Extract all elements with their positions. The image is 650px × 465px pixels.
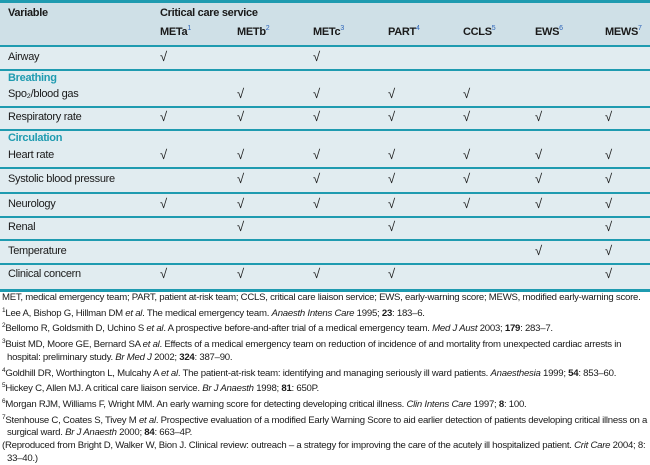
- footnote-text: Clin Intens Care: [406, 398, 472, 410]
- row-label: Temperature: [8, 244, 67, 257]
- check-mark: √: [313, 171, 321, 186]
- footnote-text: 324: [179, 351, 195, 363]
- column-header-metb: [237, 25, 269, 38]
- check-mark: √: [313, 48, 321, 64]
- check-mark: √: [160, 48, 168, 64]
- footnote: [2, 336, 650, 364]
- column-label: PART: [388, 26, 416, 38]
- footnote-text: Stenhouse C, Coates S, Tivey M: [5, 414, 139, 426]
- check-mark: √: [605, 147, 613, 162]
- table-header: [0, 3, 650, 47]
- footnote-text: et al: [142, 339, 160, 351]
- column-header-part: [388, 25, 420, 38]
- footnote-text: : 663–4P.: [154, 427, 193, 439]
- footnote-text: . A prospective before-and-after trial of a medical emergency team.: [163, 323, 433, 335]
- check-mark: √: [388, 266, 396, 281]
- check-mark: √: [605, 109, 613, 124]
- footnote-text: Goldhill DR, Worthington L, Mulcahy A: [5, 367, 162, 379]
- footnote-text: : 853–60.: [578, 367, 617, 379]
- footnote-text: 2004; 8: 33–40.): [7, 440, 646, 464]
- column-ref: 2: [265, 25, 270, 32]
- check-mark: √: [237, 109, 245, 124]
- column-label: CCLS: [463, 26, 492, 38]
- footnote: [2, 305, 650, 321]
- footnote-text: : 183–6.: [392, 307, 425, 319]
- column-ref: 3: [340, 25, 344, 32]
- check-mark: √: [237, 195, 245, 211]
- check-mark: √: [605, 219, 613, 234]
- footnote: [2, 365, 650, 381]
- row-label: Clinical concern: [8, 268, 81, 280]
- check-mark: √: [463, 109, 471, 124]
- check-mark: √: [388, 147, 396, 162]
- footnote-text: Med J Aust: [432, 323, 478, 335]
- footnote-text: 179: [504, 323, 521, 335]
- footnote: [2, 412, 650, 440]
- row-label: Heart rate: [8, 149, 54, 161]
- footnote-text: (Reproduced from Bright D, Walker W, Bion J. Clinical review: outreach – a strategy for improving the care of the acutely ill hospitalized patient.: [2, 440, 575, 452]
- check-mark: √: [535, 242, 543, 258]
- group-header: Critical care service: [160, 7, 258, 19]
- column-ref: 6: [559, 25, 563, 32]
- table-row: [0, 216, 650, 241]
- row-label: Neurology: [8, 197, 56, 210]
- footnote-text: 2000;: [116, 427, 145, 439]
- footnote: [2, 440, 650, 465]
- row-label: Respiratory rate: [8, 111, 82, 123]
- check-mark: √: [237, 219, 245, 234]
- footnote-text: 2003;: [477, 323, 505, 335]
- column-header-meta: [160, 25, 191, 38]
- variable-header: Variable: [8, 7, 48, 19]
- check-mark: √: [388, 195, 396, 211]
- footnote-text: 1999;: [540, 367, 569, 379]
- column-header-metc: [313, 25, 344, 38]
- footnote-text: Br Med J: [115, 351, 152, 363]
- footnote-text: Lee A, Bishop G, Hillman DM: [5, 307, 126, 319]
- footnote-text: Buist MD, Moore GE, Bernard SA: [5, 339, 143, 351]
- table-row: [0, 106, 650, 131]
- table-row: [0, 192, 650, 218]
- check-mark: √: [463, 195, 471, 211]
- footnote-text: : 387–90.: [194, 351, 233, 363]
- check-mark: √: [535, 109, 543, 124]
- footnote-text: 81: [281, 383, 292, 395]
- footnote-text: Hickey C, Allen MJ. A critical care liaison service.: [5, 383, 203, 395]
- footnote-text: 8: [498, 398, 504, 410]
- table-row: [0, 263, 650, 288]
- column-ref: 7: [638, 25, 642, 32]
- check-mark: √: [313, 195, 321, 211]
- check-mark: √: [535, 195, 543, 211]
- column-header-ccls: [463, 25, 495, 38]
- footnote-text: : 283–7.: [520, 323, 553, 335]
- footnote-text: Crit Care: [574, 440, 611, 452]
- footnote-text: . Effects of a medical emergency team on reduction of incidence of and mortality from unexpected cardiac arrests in hospital: preliminary study.: [7, 339, 622, 363]
- column-ref: 1: [187, 25, 191, 32]
- footnote: [2, 292, 650, 305]
- footnote-text: et al: [161, 367, 178, 379]
- column-ref: 5: [491, 25, 496, 32]
- check-mark: √: [237, 147, 245, 162]
- check-mark: √: [237, 171, 245, 186]
- check-mark: √: [605, 242, 613, 258]
- footnote-text: Bellomo R, Goldsmith D, Uchino S: [5, 323, 147, 335]
- footnote-text: : 100.: [503, 398, 527, 410]
- column-label: EWS: [535, 26, 560, 38]
- footnote-text: . Prospective evaluation of a modified Early Warning Score to aid earlier detection of patients developing critical illness on a surgical ward.: [7, 414, 648, 439]
- column-label: METc: [313, 26, 341, 38]
- row-label: Renal: [8, 221, 36, 233]
- check-mark: √: [237, 86, 245, 101]
- footnote-text: Anaesthesia: [490, 367, 541, 379]
- check-mark: √: [160, 195, 168, 211]
- footnote: [2, 396, 650, 412]
- check-mark: √: [313, 109, 321, 124]
- check-mark: √: [463, 86, 471, 101]
- footnote-text: 1998;: [253, 383, 282, 395]
- check-mark: √: [463, 171, 471, 186]
- column-label: MEWS: [605, 26, 639, 38]
- table-row: [0, 45, 650, 71]
- footnote-text: . The medical emergency team.: [142, 307, 272, 319]
- table-row: [0, 69, 650, 108]
- column-header-mews: [605, 25, 642, 38]
- check-mark: √: [388, 171, 396, 186]
- check-mark: √: [237, 266, 245, 281]
- check-mark: √: [535, 147, 543, 162]
- footnote-ref: 1: [2, 306, 6, 314]
- row-label: Spo₂/blood gas: [8, 88, 79, 100]
- footnote-ref: 6: [2, 397, 6, 405]
- check-mark: √: [605, 266, 613, 281]
- footnote-text: 2002;: [151, 351, 180, 363]
- check-mark: √: [160, 266, 168, 281]
- footnote-text: 84: [144, 427, 155, 439]
- footnote-text: et al: [138, 414, 156, 426]
- column-label: METa: [160, 26, 188, 38]
- footnote: [2, 320, 650, 336]
- table-row: [0, 167, 650, 194]
- row-label: Systolic blood pressure: [8, 173, 115, 185]
- check-mark: √: [463, 147, 471, 162]
- footnote-text: Br J Anaesth: [202, 383, 254, 395]
- check-mark: √: [605, 195, 613, 211]
- footnote-text: MET, medical emergency team; PART, patient at-risk team; CCLS, critical care liaison service; EWS, early-warning score; MEWS, modified early-warning score.: [2, 292, 641, 303]
- section-heading: Circulation: [8, 132, 63, 144]
- footnote-text: 54: [568, 367, 579, 379]
- footnote-text: Morgan RJM, Williams F, Wright MM. An early warning score for detecting developing critical illness.: [5, 398, 407, 410]
- section-heading: Breathing: [8, 72, 57, 84]
- check-mark: √: [313, 147, 321, 162]
- check-mark: √: [388, 219, 396, 234]
- table-row: [0, 239, 650, 265]
- footnote-ref: 3: [2, 338, 6, 346]
- footnote-text: 1997;: [471, 398, 499, 410]
- check-mark: √: [388, 86, 396, 101]
- footnote-text: et al: [146, 323, 164, 335]
- footnote-text: Anaesth Intens Care: [271, 307, 355, 319]
- footnote-text: : 650P.: [291, 383, 319, 395]
- check-mark: √: [160, 147, 168, 162]
- footnote-ref: 2: [2, 322, 6, 330]
- footnote-ref: 7: [2, 413, 6, 421]
- check-mark: √: [535, 171, 543, 186]
- column-label: METb: [237, 26, 266, 38]
- check-mark: √: [313, 266, 321, 281]
- footnote-text: . The patient-at-risk team: identifying and managing seriously ill ward patients.: [177, 367, 491, 379]
- check-mark: √: [160, 109, 168, 124]
- footnote-ref: 4: [2, 366, 6, 374]
- footnote-ref: 5: [2, 382, 6, 390]
- footnote: [2, 380, 650, 396]
- footnote-text: 23: [381, 307, 393, 319]
- table-row: [0, 129, 650, 169]
- footnote-text: 1995;: [354, 307, 382, 319]
- footnote-text: et al: [125, 307, 143, 319]
- row-label: Airway: [8, 50, 40, 63]
- column-header-ews: [535, 25, 563, 38]
- check-mark: √: [388, 109, 396, 124]
- footnote-text: Br J Anaesth: [65, 427, 117, 439]
- footnotes: [2, 292, 650, 465]
- check-mark: √: [313, 86, 321, 101]
- check-mark: √: [605, 171, 613, 186]
- column-ref: 4: [415, 25, 420, 32]
